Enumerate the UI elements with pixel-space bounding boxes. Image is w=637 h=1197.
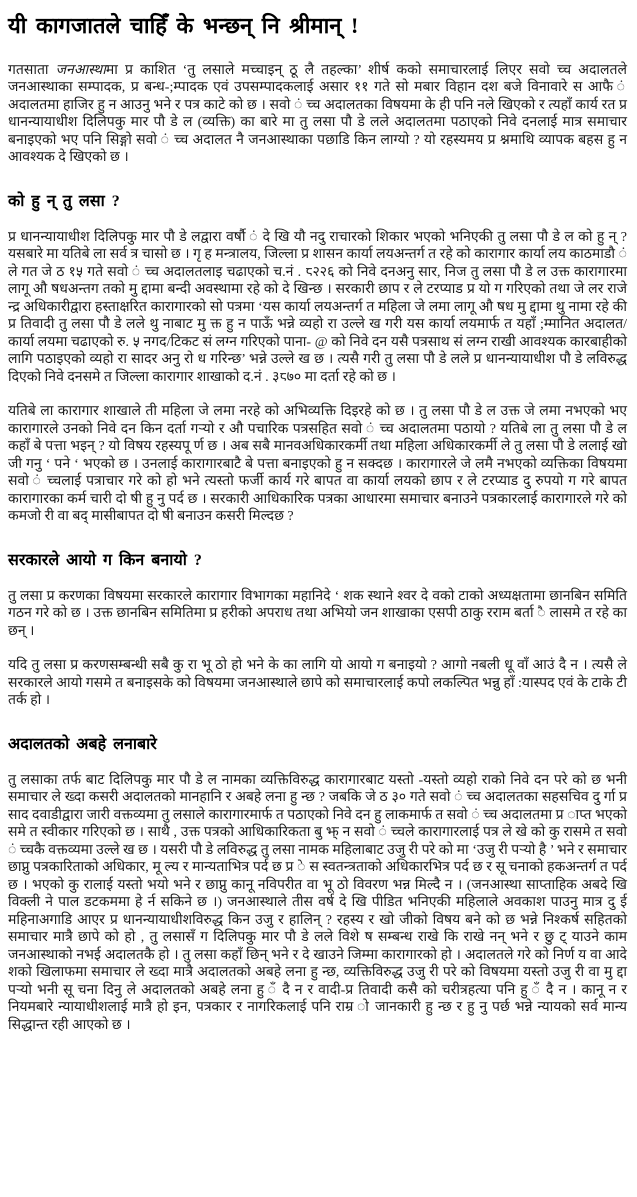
paragraph-commission-why: यदि तु लसा प्र करणसम्बन्धी सबै कु रा भू ठो हो भने के का लागि यो आयो ग बनाइयो ? आगो नबली धू वाँ आउं दै न । त्यसै ले सरकारले आयो गसमे त बनाइसके को विषयमा जनआस्थाले छापे को समाचारलाई कपो लकल्पित भन्नु हाँ :यास्पद एवं के टाके टी तर्क हो । — [8, 658, 627, 708]
paragraph-tulasa-details: प्र धानन्यायाधीश दिलिपकु मार पौ डे लद्वारा वर्षौ ं दे खि यौ नदु राचारको शिकार भएको भनिएकी तु लसा पौ डे ल को हु न् ? यसबारे मा यतिबे ला सर्व त्र चासो छ । गृ ह मन्त्रालय, जिल्ला प्र शासन कार्या लयअन्तर्ग त रहे को कारागार कार्या लय काठमाडौ ं ले गत जे ठ १५ गते सवो ं च्च अदालतलाइ चढाएको च.नं . ८२२६ को निवे दनअनु सार, निज तु लसा पौ डे ल उक्त कारागारमा लागू औ षधअन्तग तको मु द्दामा बन्दी अवस्थामा रहे को दे खिन्छ । सरकारी छाप र ले टरप्याड प्र यो ग गरिएको तथा जे लर राजे न्द्र अधिकारीद्वारा हस्ताक्षरित कारागारको सो पत्रमा ‘यस कार्या लयअन्तर्ग त महिला जे लमा लागू औ षध मु द्दामा थु नामा रहे की प्र तिवादी तु लसा पौ डे लले थु नाबाट मु क्त हु न पाऊँ भन्ने व्यहो रा उल्ले ख गरी यस कार्या लयमार्फ त यहाँ ;म्मानित अदालत/कार्या लयमा चढाएको रु. ५ नगद/टिकट सं लग्न गरिएको पाना- @ को निवे दन यसै पत्रसाथ सं लग्न राखी आवश्यक कारबाहीको लागि पठाइएको व्यहो रा सादर अनु रो ध गरिन्छ’ भन्ने उल्ले ख छ । त्यसै गरी तु लसा पौ डे लले प्र धानन्यायाधीश पौ डे लविरुद्ध दिएको निवे दनसमे त जिल्ला कारागार शाखाको द.नं . ३८७० मा दर्ता रहे को छ । — [8, 229, 627, 385]
intro-paragraph: गतसाता जनआस्थामा प्र काशित ‘तु लसाले मच्चाइन् ठू लै तहल्का’ शीर्ष कको समाचारलाई लिएर सवो च्च अदालतले जनआस्थाका सम्पादक, प्र बन्ध-;म्पादक एवं उपसम्पादकलाई असार ११ गते सो मबार विहान दश बजे विनावारे स आफै ं अदालतमा हाजिर हु न आउनु भने र पत्र काटे को छ । सवो ं च्च अदालतका विषयमा के ही पनि नले खिएको र त्यहाँ कार्य रत प्र धानन्यायाधीश दिलिपकु मार पौ डे ल (व्यक्ति) का बारे मा तु लसा पौ डे लले अदालतमा पठाएको निवे दनलाई मात्र समाचार बनाइएको भए पनि सिङ्गो सवो ं च्च अदालत नै जनआस्थाका पछाडि किन लाग्यो ? यो रहस्यमय प्र श्नमाथि व्यापक बहस हु न आवश्यक दे खिएको छ । — [8, 62, 627, 165]
section-heading-court-contempt: अदालतको अबहे लनाबारे — [8, 735, 157, 753]
paragraph-commission-formed: तु लसा प्र करणका विषयमा सरकारले कारागार विभागका महानिदे ‘ शक स्थाने श्वर दे वको टाको अध्यक्षतामा छानबिन समिति गठन गरे को छ । उक्त छानबिन समितिमा प्र हरीको अपराध तथा अभियो जन शाखाका एसपी ठाकु रराम बर्ता ै लासमे त रहे का छन् । — [8, 588, 627, 639]
section-heading-who-is-tulasa: को हु न् तु लसा ? — [8, 192, 120, 210]
article-title: यी कागजातले चाहिँ के भन्छन् नि श्रीमान् ! — [8, 13, 359, 38]
paragraph-contempt-argument: तु लसाका तर्फ बाट दिलिपकु मार पौ डे ल नामका व्यक्तिविरुद्ध कारागारबाट यस्तो -यस्तो व्यहो राको निवे दन परे को छ भनी समाचार ले ख्दा कसरी अदालतको मानहानि र अबहे लना हु न्छ ? जबकि जे ठ ३० गते सवो ं च्च अदालतका सहसचिव दु र्गा प्र साद दवाडीद्वारा जारी वक्तव्यमा तु लसाले कारागारमार्फ त पठाएको निवे दन हु लाकमार्फ त सवो ं च्च अदालतमा प्र ाप्त भएको समे त स्वीकार गरिएको छ । साथै , उक्त पत्रको आधिकारिकता बु झ् न सवो ं च्चले कारागारलाई पत्र ले खे को कु रासमे त सवो ं च्चकै वक्तव्यमा उल्ले ख छ । यसरी पौ डे लविरुद्ध तु लसा नामक महिलाबाट उजु री परे को मा ‘उजु री पऱ्यो है ’ भने र समाचार छाप्नु पत्रकारिताको अधिकार, मू ल्य र मान्यताभित्र पर्द छ प्र े स स्वतन्त्रताको अधिकारभित्र पर्द छ र सू चनाको हकअन्तर्ग त पर्द छ । भएको कु रालाई यस्तो भयो भने र छाप्नु कानू नविपरीत वा भू ठो विवरण भन्न मिल्दै न । (जनआस्था साप्ताहिक अबदे खि विक्ली ने पाल डटकममा हे र्न सकिने छ ।) जनआस्थाले तीस वर्ष दे खि पीडित भनिएकी महिलाले अवकाश पाउनु मात्र दु ई महिनाअगाडि आएर प्र धानन्यायाधीशविरुद्ध किन उजु र हालिन् ? रहस्य र खो जीको विषय बने को छ भन्ने निश्कर्ष सहितको समाचार मात्रै छापे को हो , तु लसासँ ग दिलिपकु मार पौ डे लले विशे ष सम्बन्ध राखे कि राखे नन् भने र छु ट् याउने काम जनआस्थाको नभई अदालतकै हो । तु लसा कहाँ छिन् भने र दे खाउने जिम्मा कारागारको हो । अदालतले गरे को निर्ण य वा आदे शको खिलाफमा समाचार ले ख्दा मात्रै अदालतको अबहे लना हु न्छ, व्यक्तिविरुद्ध उजु री परे को विषयमा यस्तो उजु री वा मु द्दा पऱ्यो भनी सू चना दिनु ले अदालतको अबहे लना हु ँ दै न र वादी-प्र तिवादी कसै को चरीत्रहत्या पनि हु ँ दै न । कानू न र नियमबारे न्यायाधीशलाई मात्रै हो इन, पत्रकार र नागरिकलाई पनि राम्र ो जानकारी हु न्छ र हु नु पर्छ भन्ने न्यायको सर्व मान्य सिद्धान्त रही आएको छ । — [8, 772, 627, 1033]
paragraph-jail-statement: यतिबे ला कारागार शाखाले ती महिला जे लमा नरहे को अभिव्यक्ति दिइरहे को छ । तु लसा पौ डे ल उक्त जे लमा नभएको भए कारागारले उनको निवे दन किन दर्ता गऱ्यो र औ पचारिक पत्रसहित सवो ं च्च अदालतमा पठायो ? यतिबे ला तु लसा पौ डे ल कहाँ बे पत्ता भइन् ? यो विषय रहस्यपू र्ण छ । अब सबै मानवअधिकारकर्मी तथा महिला अधिकारकर्मी ले तु लसा पौ डे ललाई खो जी गनु ‘ पने ‘ भएको छ । उनलाई कारागारबाटै बे पत्ता बनाइएको हु न सक्दछ । कारागारले जे लमै नभएको व्यक्तिका विषयमा सवो ं च्चलाई पत्राचार गरे को हो भने त्यस्तो फर्जी कार्य गरे बापत वा कार्या लयको छाप र ले टरप्याड दु रुपयो ग गरे बापत कारागारका कर्म चारी दो षी हु नु पर्द छ । सरकारी आधिकारिक पत्रका आधारमा समाचार बनाउने पत्रकारलाई कारागारले गरे को कमजो री वा बद् मासीबापत दो षी बनाउन कसरी मिल्दछ ? — [8, 404, 627, 524]
section-heading-commission: सरकारले आयो ग किन बनायो ? — [8, 551, 202, 569]
